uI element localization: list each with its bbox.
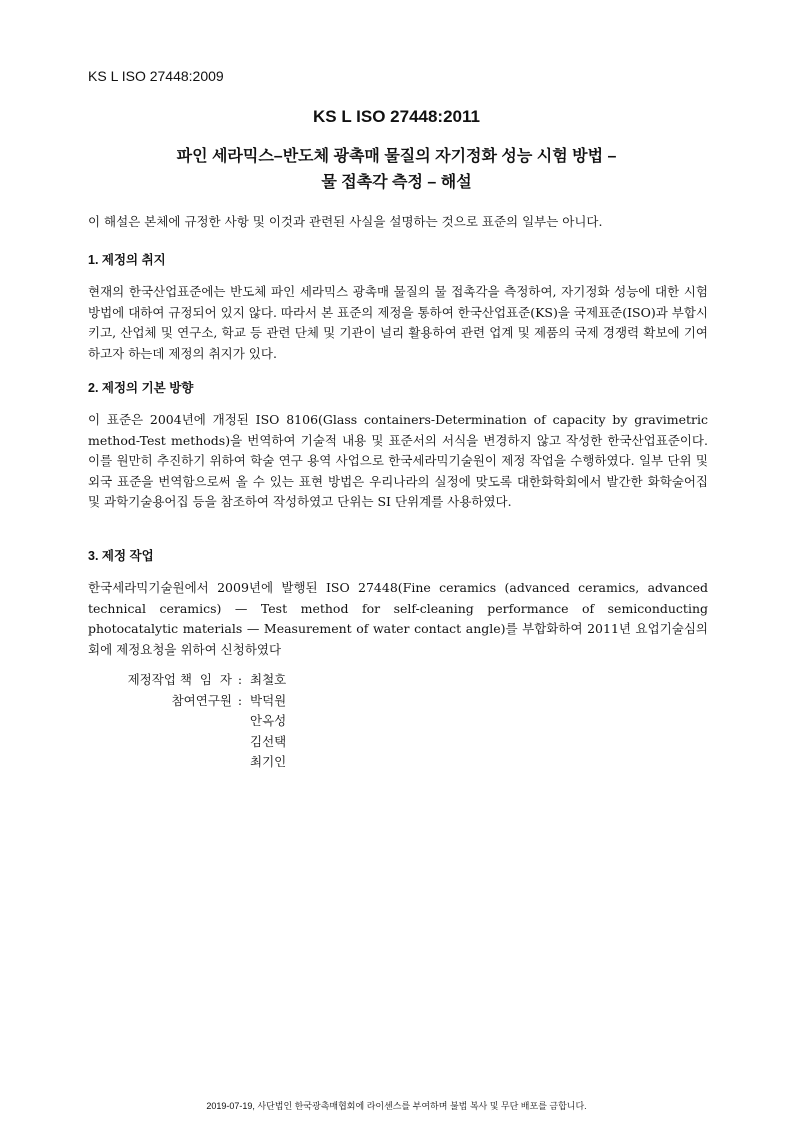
section-body-purpose: 현재의 한국산업표준에는 반도체 파인 세라믹스 광촉매 물질의 물 접촉각을 측정하여, 자기정화 성능에 대한 시험 방법에 대하여 규정되어 있지 않다. 따라서 본 표준의 제정을 통하여 한국산업표준(KS)을 국제표준(ISO)과 부합시키고, 산업체 및 연구소, 학교 등 관련 단체 및 기관이 널리 활용하여 관련 업계 및 제품의 국제 경쟁력 확보에 기여하고자 하는데 제정의 취지가 있다. [88, 284, 708, 361]
credit-researcher-row [88, 691, 286, 712]
document-title: KS L ISO 27448:2011 [313, 107, 480, 126]
license-footer: 2019-07-19, 사단법인 한국광촉매협회에 라이센스를 부여하며 불법 복사 및 무단 배포를 금합니다. [206, 1101, 587, 1111]
credit-leader-name: 최철호 [250, 672, 287, 687]
credits-block [88, 670, 286, 773]
section-heading-direction: 2. 제정의 기본 방향 [88, 381, 194, 395]
intro-note: 이 해설은 본체에 규정한 사항 및 이것과 관련된 사실을 설명하는 것으로 표준의 일부는 아니다. [88, 214, 603, 229]
section-body-work: 한국세라믹기술원에서 2009년에 발행된 ISO 27448(Fine ceramics (advanced ceramics, advanced technical ceramics) — Test method for self-cleaning performance of semiconducting photocatalytic materials — Measurement of water contact angle)를 부합화하여 2011년 요업기술심의회에 제정요청을 위하여 신청하였다 [88, 580, 708, 657]
section-body-direction: 이 표준은 2004년에 개정된 ISO 8106(Glass containers-Determination of capacity by gravimetric method-Test methods)을 번역하여 기술적 내용 및 표준서의 서식을 변경하지 않고 작성한 한국산업표준이다. 이를 원만히 추진하기 위하여 학술 연구 용역 사업으로 한국세라믹기술원이 제정 작업을 수행하였다. 일부 단위 및 외국 표준을 번역함으로써 올 수 있는 표현 방법은 우리나라의 실정에 맞도록 대한화학회에서 발간한 화학술어집 및 과학기술용어집 등을 참조하여 작성하였고 단위는 SI 단위계를 사용하였다. [88, 412, 708, 509]
document-subtitle [0, 144, 793, 196]
credit-researcher-name: 김선택 [250, 733, 287, 749]
credit-researcher-row [88, 711, 286, 732]
credit-separator: : [237, 672, 243, 687]
credit-researcher-row [88, 752, 286, 773]
credit-researchers-label: 참여연구원 [171, 692, 232, 708]
section-heading-purpose: 1. 제정의 취지 [88, 253, 166, 267]
credit-researcher-row [88, 732, 286, 753]
credit-researcher-name: 최기인 [250, 754, 287, 769]
credit-researcher-name: 박덕원 [250, 692, 287, 708]
document-header-id: KS L ISO 27448:2009 [88, 68, 224, 84]
credit-leader-label: 제정작업 책 임 자 [127, 672, 232, 687]
credit-researcher-name: 안옥성 [250, 713, 287, 728]
credit-separator: : [237, 692, 243, 708]
subtitle-line-2: 물 접촉각 측정 – 해설 [321, 174, 472, 191]
section-heading-work: 3. 제정 작업 [88, 549, 154, 563]
credit-leader-row [88, 670, 286, 691]
subtitle-line-1: 파인 세라믹스–반도체 광촉매 물질의 자기정화 성능 시험 방법 – [176, 148, 617, 165]
